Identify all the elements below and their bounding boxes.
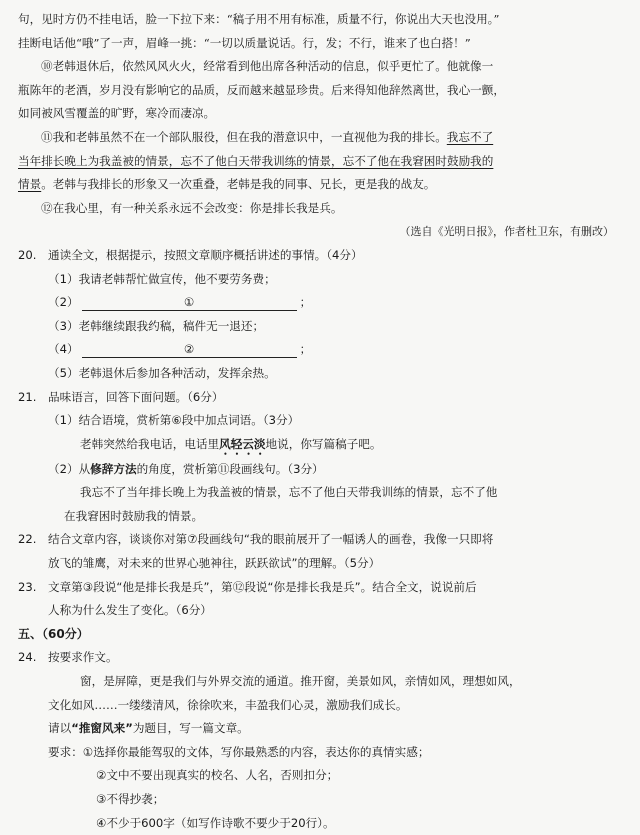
semicolon: ；: [299, 295, 312, 310]
paragraph-10: ⑩老韩退休后，依然风风火火，经常看到他出席各种活动的信息，似乎更忙了。他就像一: [41, 59, 494, 74]
paragraph-11-text: 。老韩与我排长的形象又一次重叠，老韩是我的同事、兄长，更是我的战友。: [41, 177, 436, 192]
sub-text: 的角度，赏析第⑪段画线句。（3分）: [136, 461, 324, 476]
requirement-1: [18, 741, 626, 765]
question-number: 22.: [18, 532, 37, 547]
essay-prompt: [18, 717, 626, 741]
q20-item: [18, 291, 626, 315]
question-20: [18, 244, 626, 268]
requirements-label: 要求：: [48, 744, 83, 759]
answer-blank-2[interactable]: ②: [82, 342, 297, 358]
q20-item: （5）老韩退休后参加各种活动，发挥余热。: [48, 365, 276, 380]
story-line: 句，见时方仍不挂电话，脸一下拉下来：“稿子用不用有标准，质量不行，你说出大天也没用。”: [18, 12, 500, 26]
question-text: 通读全文，根据提示，按照文章顺序概括讲述的事情。（4分）: [48, 247, 363, 262]
essay-material: 窗，是屏障，更是我们与外界交流的通道。推开窗，美景如风，亲情如风，理想如风，: [80, 674, 521, 689]
requirement-3: ③不得抄袭；: [96, 792, 165, 806]
essay-title: “推窗风来”: [71, 721, 133, 736]
prompt-text: 请以: [48, 721, 72, 736]
paragraph-10-cont: 如同被风雪覆盖的旷野，寒冷而凄凉。: [18, 106, 216, 121]
question-23: [18, 576, 626, 600]
requirement-4: ④不少于600字（如写作诗歌不要少于20行）。: [96, 815, 335, 830]
paragraph-11-cont: [18, 150, 626, 174]
question-23-cont: 人称为什么发生了变化。（6分）: [48, 603, 212, 618]
question-text: 按要求作文。: [48, 650, 118, 665]
requirement-text: ①选择你最能驾驭的文体，写你最熟悉的内容，表达你的真情实感；: [82, 744, 430, 759]
source-citation: （选自《光明日报》，作者杜卫东，有删改）: [399, 225, 614, 239]
question-21: [18, 386, 626, 410]
paragraph-11: [18, 126, 626, 150]
semicolon: ；: [299, 342, 312, 357]
item-label: （2）: [48, 295, 79, 310]
sub-text: （2）从: [48, 461, 91, 476]
q21-quote-2-cont: 在我窘困时鼓励我的情景。: [64, 508, 204, 523]
quote-text: 老韩突然给我电话，电话里: [80, 436, 220, 451]
q20-item: [18, 338, 626, 362]
question-number: 23.: [18, 579, 37, 594]
item-label: （4）: [48, 342, 79, 357]
underlined-sentence: 当年排长晚上为我盖被的情景，忘不了他白天带我训练的情景，忘不了他在我窘困时鼓励我的: [18, 153, 494, 168]
question-text: 品味语言，回答下面问题。（6分）: [48, 389, 224, 404]
question-number: 20.: [18, 247, 37, 262]
q20-item: （1）我请老韩帮忙做宣传，他不要劳务费；: [48, 271, 276, 286]
underlined-sentence: 情景: [18, 177, 42, 192]
paragraph-12: ⑫在我心里，有一种关系永远不会改变：你是排长我是兵。: [41, 200, 343, 215]
q21-quote-1: [18, 433, 626, 458]
question-text: 文章第③段说“他是排长我是兵”，第⑫段说“你是排长我是兵”。结合全文，说说前后: [48, 579, 477, 594]
bold-term: 修辞方法: [90, 461, 137, 476]
answer-blank-1[interactable]: ①: [82, 295, 297, 311]
question-number: 21.: [18, 389, 37, 404]
requirement-2: ②文中不要出现真实的校名、人名，否则扣分；: [96, 768, 339, 783]
story-line: 挂断电话他“哦”了一声，眉峰一挑：“一切以质量说话。行，发；不行，谁来了也白搭！”: [18, 35, 471, 50]
section-5-heading: 五、（60分）: [18, 626, 89, 641]
q21-sub-1: （1）结合语境，赏析第⑥段中加点词语。（3分）: [48, 413, 300, 428]
paragraph-11-cont: [18, 173, 626, 197]
q20-item: （3）老韩继续跟我约稿，稿件无一退还；: [48, 318, 265, 333]
essay-material-cont: 文化如风……一缕缕清风，徐徐吹来，丰盈我们心灵，激励我们成长。: [48, 697, 408, 712]
question-22: [18, 528, 626, 552]
question-22-cont: 放飞的雏鹰，对未来的世界心驰神往，跃跃欲试”的理解。（5分）: [48, 556, 381, 571]
paragraph-11-text: ⑪我和老韩虽然不在一个部队服役，但在我的潜意识中，一直视他为我的排长。: [41, 129, 447, 144]
underlined-sentence: 我忘不了: [446, 129, 494, 144]
prompt-text: 为题目，写一篇文章。: [132, 721, 249, 736]
paragraph-10-cont: 瓶陈年的老酒，岁月没有影响它的品质，反而越来越显珍贵。后来得知他辞然离世，我心一颤，: [18, 82, 505, 97]
question-number: 24.: [18, 650, 37, 665]
quote-text: 地说，你写篇稿子吧。: [265, 436, 382, 451]
question-24: [18, 646, 626, 670]
question-text: 结合文章内容，谈谈你对第⑦段画线句“我的眼前展开了一幅诱人的画卷，我像一只即将: [48, 532, 494, 547]
dotted-word: 风轻云淡: [219, 436, 266, 451]
q21-sub-2: [18, 458, 626, 482]
q21-quote-2: 我忘不了当年排长晚上为我盖被的情景，忘不了他白天带我训练的情景，忘不了他: [80, 485, 498, 500]
